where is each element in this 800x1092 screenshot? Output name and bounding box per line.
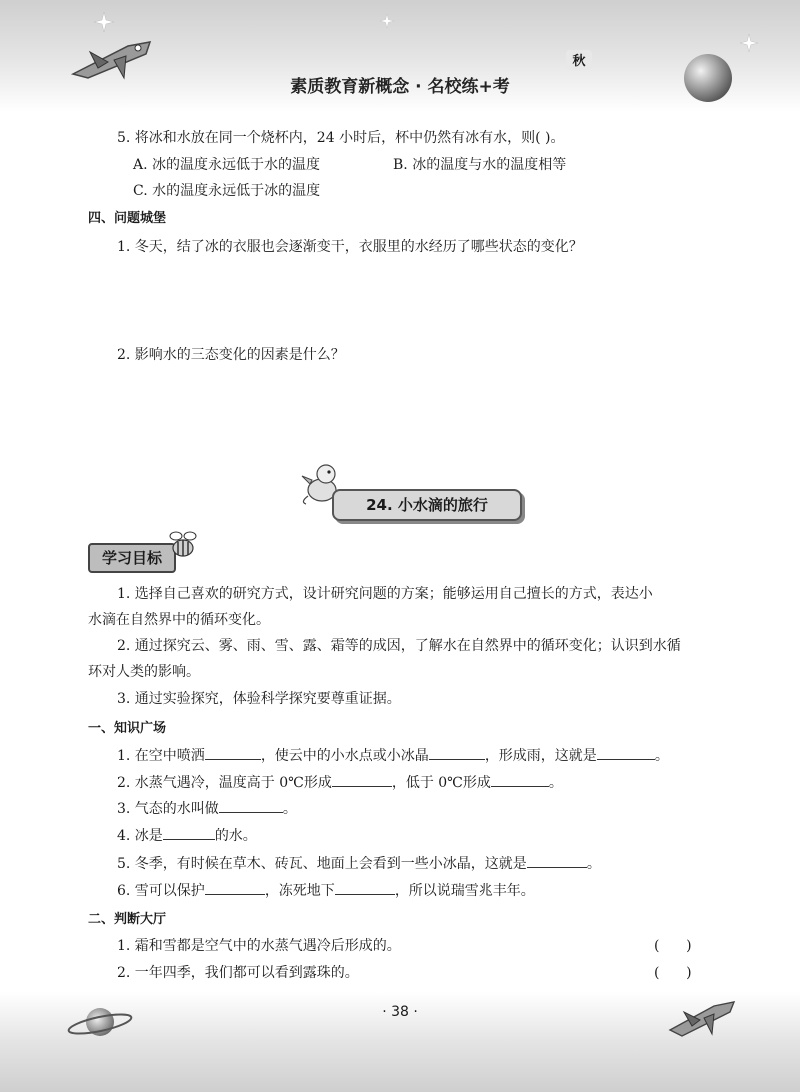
answer-blank[interactable] — [527, 853, 587, 868]
season-badge: 秋 — [566, 50, 592, 70]
section4-q1: 1. 冬天，结了冰的衣服也会逐渐变干，衣服里的水经历了哪些状态的变化？ — [117, 239, 583, 255]
header-title: 素质教育新概念 · 名校练+考 — [290, 77, 510, 97]
answer-blank[interactable] — [163, 825, 215, 840]
goal-1-line2: 水滴在自然界中的循环变化。 — [88, 612, 270, 628]
goal-1-line1: 1. 选择自己喜欢的研究方式，设计研究问题的方案；能够运用自己擅长的方式，表达小 — [117, 586, 653, 602]
star-icon — [740, 34, 758, 52]
s1-q5-text-a: 5. 冬季，有时候在草木、砖瓦、地面上会看到一些小冰晶，这就是 — [117, 856, 527, 872]
section4-q2: 2. 影响水的三态变化的因素是什么？ — [117, 347, 345, 363]
q5-option-c: C. 水的温度永远低于冰的温度 — [133, 183, 321, 199]
s1-q6-text-a: 6. 雪可以保护 — [117, 883, 205, 899]
q5-option-b: B. 冰的温度与水的温度相等 — [393, 157, 567, 173]
s1-q1-text-c: ，形成雨，这就是 — [484, 748, 597, 764]
learning-goals-label: 学习目标 — [88, 543, 176, 573]
s1-q6 — [117, 880, 535, 901]
section4-heading: 四、问题城堡 — [88, 211, 167, 226]
s1-q1-text-d: 。 — [654, 748, 669, 764]
s1-q2-text-b: ，低于 0℃形成 — [391, 775, 491, 791]
page-number: · 38 · — [382, 1004, 418, 1020]
s1-q3-text-b: 。 — [282, 801, 297, 817]
s1-q1-text-b: ，使云中的小水点或小冰晶 — [260, 748, 429, 764]
s1-q3-text-a: 3. 气态的水叫做 — [117, 801, 219, 817]
answer-blank[interactable] — [205, 745, 261, 760]
s2-q2-answer-paren[interactable]: ( ) — [654, 965, 692, 981]
s1-q5-text-b: 。 — [586, 856, 601, 872]
s1-q4 — [117, 825, 257, 846]
answer-blank[interactable] — [219, 798, 283, 813]
s2-q2: 2. 一年四季，我们都可以看到露珠的。 — [117, 965, 359, 981]
s1-q1 — [117, 745, 669, 766]
star-icon — [94, 12, 114, 32]
answer-blank[interactable] — [205, 880, 265, 895]
s1-q2-text-a: 2. 水蒸气遇冷，温度高于 0℃形成 — [117, 775, 332, 791]
q5-stem: 5. 将冰和水放在同一个烧杯内，24 小时后，杯中仍然有冰有水，则( )。 — [117, 130, 565, 146]
s1-q4-text-a: 4. 冰是 — [117, 828, 163, 844]
s1-q6-text-b: ，冻死地下 — [264, 883, 335, 899]
lesson-title: 24. 小水滴的旅行 — [332, 489, 522, 521]
answer-blank[interactable] — [335, 880, 395, 895]
s1-q6-text-c: ，所以说瑞雪兆丰年。 — [394, 883, 535, 899]
s2-q1-answer-paren[interactable]: ( ) — [654, 938, 692, 954]
answer-blank[interactable] — [597, 745, 655, 760]
s1-q3 — [117, 798, 297, 819]
answer-blank[interactable] — [429, 745, 485, 760]
s1-q4-text-b: 的水。 — [214, 828, 257, 844]
goal-2-line1: 2. 通过探究云、雾、雨、雪、露、霜等的成因，了解水在自然界中的循环变化；认识到水循 — [117, 638, 681, 654]
section2-heading: 二、判断大厅 — [88, 912, 167, 927]
s1-q2 — [117, 772, 563, 793]
goal-3: 3. 通过实验探究，体验科学探究要尊重证据。 — [117, 691, 401, 707]
goal-2-line2: 环对人类的影响。 — [88, 664, 200, 680]
s1-q2-text-c: 。 — [548, 775, 563, 791]
star-icon — [380, 14, 394, 28]
s1-q5 — [117, 853, 601, 874]
q5-option-a: A. 冰的温度永远低于水的温度 — [133, 157, 321, 173]
answer-blank[interactable] — [332, 772, 392, 787]
s1-q1-text-a: 1. 在空中喷洒 — [117, 748, 205, 764]
bee-icon — [166, 528, 200, 562]
answer-blank[interactable] — [491, 772, 549, 787]
s2-q1: 1. 霜和雪都是空气中的水蒸气遇冷后形成的。 — [117, 938, 401, 954]
section1-heading: 一、知识广场 — [88, 721, 167, 736]
